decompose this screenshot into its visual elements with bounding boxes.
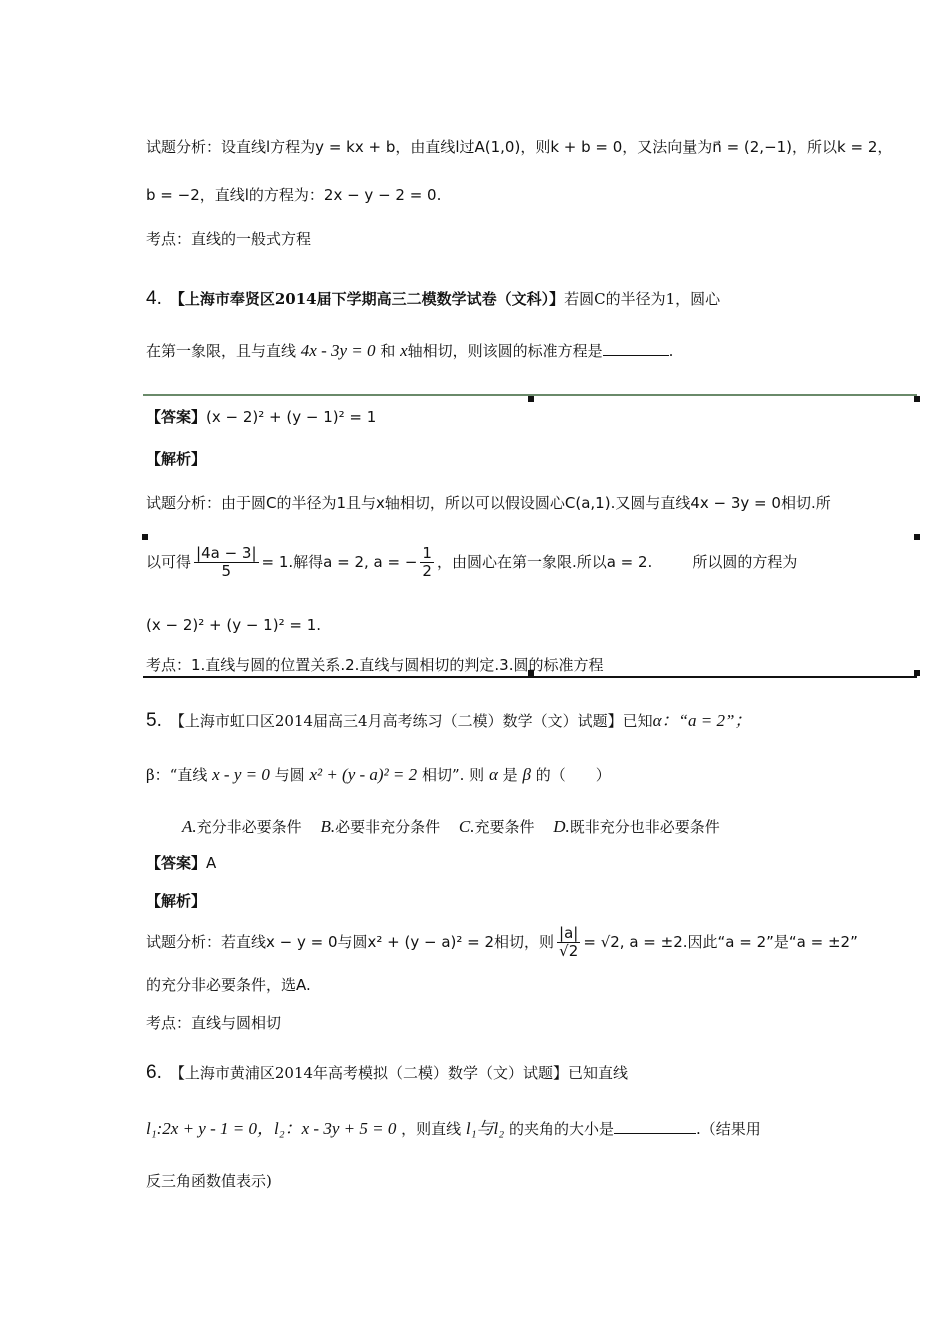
q4-stem-x: x: [400, 341, 408, 360]
q6-answer-blank: [614, 1118, 696, 1134]
q5-answer-label: 【答案】: [146, 854, 207, 872]
q4-analysis-text2a: 以可得: [146, 553, 192, 571]
q4-analysis-text2d: 所以圆的方程为: [692, 553, 798, 571]
resize-handle-bottom-right[interactable]: [914, 670, 920, 676]
q4-line-equation: 4x - 3y = 0: [300, 341, 376, 360]
q6-stem-text2b: ，则直线: [401, 1120, 462, 1138]
resize-handle-left[interactable]: [142, 534, 148, 540]
q4-fraction-2-denominator: 2: [422, 562, 432, 580]
q5-fraction: [557, 925, 580, 960]
q5-answer: A: [206, 854, 217, 872]
q5-number: 5.: [146, 710, 162, 731]
q4-stem-end: .: [668, 342, 674, 360]
q5-analysis-line2: 的充分非必要条件，选A.: [146, 976, 311, 994]
q4-source: 【上海市奉贤区2014届下学期高三二模数学试卷（文科）】: [169, 290, 565, 308]
q4-kaodian: 考点：1.直线与圆的位置关系.2.直线与圆相切的判定.3.圆的标准方程: [146, 656, 604, 674]
q4-stem-text2c: 轴相切，则该圆的标准方程是: [407, 342, 603, 360]
q5-stem-line2: [146, 764, 611, 786]
q5-stem-text2b: 与圆: [274, 766, 305, 784]
q5-stem-text2d: 是: [502, 766, 518, 784]
q4-fraction-1: [194, 545, 259, 580]
frame-bottom-edge: [143, 676, 917, 678]
q5-jiexi-label: 【解析】: [146, 892, 207, 910]
q6-number: 6.: [146, 1062, 162, 1083]
q5-analysis-text1b: = √2, a = ±2.因此“a = 2”是“a = ±2”: [583, 933, 858, 951]
q5-option-a[interactable]: A.充分非必要条件: [182, 817, 302, 836]
q4-fraction-2: [420, 545, 434, 580]
q5-line-equation: x - y = 0: [212, 765, 270, 784]
q4-answer-label: 【答案】: [146, 408, 207, 426]
q4-number: 4.: [146, 288, 162, 309]
q6-stem-text1: 已知直线: [568, 1064, 629, 1082]
q5-stem-line1: [146, 710, 751, 732]
q3-kaodian: 考点：直线的一般式方程: [146, 230, 312, 248]
q6-stem-text2e: .（结果用: [695, 1120, 761, 1138]
q4-stem-line1: [146, 288, 720, 310]
q5-alpha-condition: α：“a = 2”；: [652, 711, 752, 730]
q4-fraction-1-numerator: |4a − 3|: [196, 544, 257, 562]
q5-alpha: α: [488, 765, 498, 784]
q4-analysis-line3: (x − 2)² + (y − 1)² = 1.: [146, 616, 322, 634]
q4-stem-text1: 若圆C的半径为1，圆心: [564, 290, 721, 308]
q4-stem-text2b: 和: [380, 342, 396, 360]
q5-options: [182, 816, 734, 838]
q4-jiexi-label: 【解析】: [146, 450, 207, 468]
q5-stem-text2c: 相切”. 则: [421, 766, 485, 784]
q5-answer-line: [146, 852, 216, 874]
q5-kaodian: 考点：直线与圆相切: [146, 1014, 282, 1032]
q5-analysis-text1a: 试题分析：若直线x − y = 0与圆x² + (y − a)² = 2相切，则: [146, 933, 555, 951]
q4-analysis-line1: 试题分析：由于圆C的半径为1且与x轴相切，所以可以假设圆心C(a,1).又圆与直线4x − 3y = 0相切.所: [146, 494, 831, 512]
q5-beta: β: [522, 765, 531, 784]
q4-answer-blank: [603, 340, 669, 356]
q6-stem-text2d: 的夹角的大小是: [508, 1120, 614, 1138]
q5-analysis-line1: [146, 922, 858, 962]
q4-answer: (x − 2)² + (y − 1)² = 1: [206, 408, 377, 426]
q6-line-equations: l₁:2x + y - 1 = 0，l₂：x - 3y + 5 = 0: [146, 1119, 397, 1138]
q5-fraction-numerator: |a|: [559, 924, 579, 942]
q6-stem-line2: [146, 1118, 761, 1140]
q4-fraction-1-denominator: 5: [221, 562, 232, 580]
resize-handle-top-right[interactable]: [914, 396, 920, 402]
q4-answer-line: [146, 406, 376, 428]
q6-stem-line3: 反三角函数值表示): [146, 1172, 272, 1190]
q4-analysis-text2c: ，由圆心在第一象限.所以a = 2.: [436, 553, 653, 571]
q5-option-d[interactable]: D.既非充分也非必要条件: [553, 817, 720, 836]
q6-source: 【上海市黄浦区2014年高考模拟（二模）数学（文）试题】: [169, 1064, 569, 1082]
q5-circle-equation: x² + (y - a)² = 2: [309, 765, 418, 784]
q4-fraction-2-numerator: 1: [422, 544, 432, 562]
q6-lines-ref: l₁与l₂: [465, 1119, 505, 1138]
q5-fraction-denominator: √2: [559, 942, 579, 960]
q3-analysis-line2: b = −2，直线l的方程为：2x − y − 2 = 0.: [146, 186, 442, 204]
q4-stem-line2: [146, 340, 673, 362]
q4-analysis-text2b: = 1.解得a = 2, a = −: [261, 553, 418, 571]
q5-stem-text1a: 已知: [622, 712, 653, 730]
q4-analysis-line2: [146, 542, 797, 582]
q5-stem-text2e: 的（ ）: [535, 766, 611, 784]
q5-option-c[interactable]: C.充要条件: [458, 817, 535, 836]
q5-source: 【上海市虹口区2014届高三4月高考练习（二模）数学（文）试题】: [169, 712, 623, 730]
q5-option-b[interactable]: B.必要非充分条件: [320, 817, 441, 836]
q3-analysis-line1: 试题分析：设直线l方程为y = kx + b，由直线l过A(1,0)，则k + b = 0，又法向量为n⃗ = (2,−1)，所以k = 2，: [146, 138, 893, 156]
q6-stem-line1: [146, 1062, 628, 1084]
q5-stem-text2a: β：“直线: [146, 766, 208, 784]
q4-stem-text2a: 在第一象限，且与直线: [146, 342, 297, 360]
resize-handle-right[interactable]: [914, 534, 920, 540]
resize-handle-top[interactable]: [528, 396, 534, 402]
